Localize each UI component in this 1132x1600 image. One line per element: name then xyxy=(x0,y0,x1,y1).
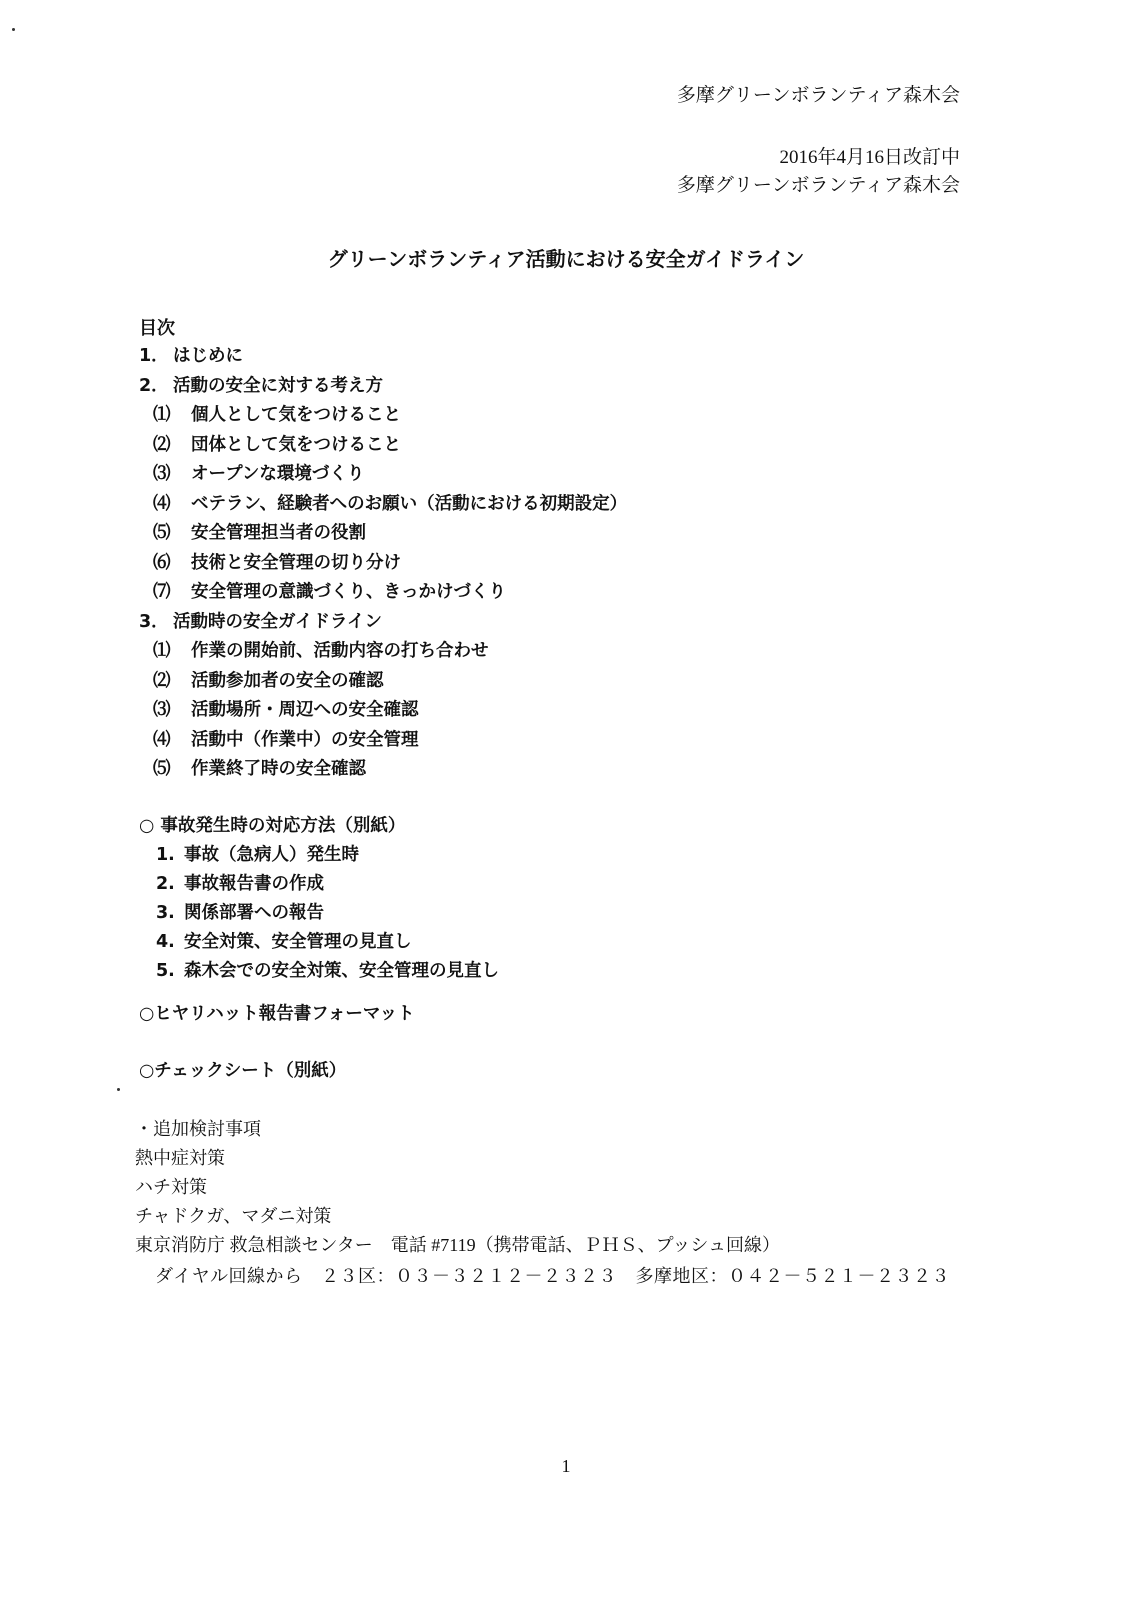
revision-date: 2016年4月16日改訂中 xyxy=(779,147,960,168)
toc-item-number: ⑹ xyxy=(153,552,171,573)
toc-item-number: ⑵ xyxy=(153,670,171,691)
accident-item xyxy=(156,899,499,928)
toc-item-text: 団体として気をつけること xyxy=(191,434,401,455)
accident-item-number: 3. xyxy=(156,903,175,923)
toc-item-text: 安全管理担当者の役割 xyxy=(191,523,366,543)
accident-item-number: 2. xyxy=(156,874,175,894)
accident-item-number: 4. xyxy=(156,932,175,952)
toc-item-number: ⑴ xyxy=(153,405,171,425)
accident-procedure-list xyxy=(156,841,499,986)
accident-item-text: 森木会での安全対策、安全管理の見直し xyxy=(184,961,499,981)
toc-item-text: 活動の安全に対する考え方 xyxy=(173,375,383,396)
scan-speck xyxy=(12,28,15,31)
toc-item-number: ⑴ xyxy=(153,641,171,661)
note-line: ハチ対策 xyxy=(135,1177,207,1197)
additional-notes xyxy=(135,1115,780,1260)
toc-item xyxy=(139,549,627,579)
toc-item xyxy=(139,342,627,372)
page-number: 1 xyxy=(561,1456,571,1476)
toc-item xyxy=(139,696,627,726)
accident-item-text: 事故（急病人）発生時 xyxy=(184,845,359,865)
check-sheet-heading: ○チェックシート（別紙） xyxy=(139,1061,347,1081)
note-line: 東京消防庁 救急相談センター 電話 #7119（携帯電話、ＰＨＳ、プッシュ回線） xyxy=(135,1235,780,1255)
toc-item-number: ⑸ xyxy=(153,759,171,779)
toc-item xyxy=(139,667,627,697)
near-miss-report-heading: ○ヒヤリハット報告書フォーマット xyxy=(139,1004,415,1024)
toc-item xyxy=(139,460,627,490)
table-of-contents xyxy=(139,342,627,785)
toc-item-text: 作業の開始前、活動内容の打ち合わせ xyxy=(191,641,489,661)
toc-item-text: 安全管理の意識づくり、きっかけづくり xyxy=(191,582,506,602)
toc-item xyxy=(139,726,627,756)
toc-item-text: 活動場所・周辺への安全確認 xyxy=(191,700,419,720)
toc-item xyxy=(139,608,627,638)
toc-item-number: 3． xyxy=(139,611,169,632)
toc-item-text: オープンな環境づくり xyxy=(191,464,365,484)
accident-item-number: 1. xyxy=(156,845,175,865)
note-line: 熱中症対策 xyxy=(135,1148,225,1168)
toc-item-text: 作業終了時の安全確認 xyxy=(191,759,366,779)
toc-item xyxy=(139,372,627,402)
dial-line-phone-numbers: ダイヤル回線から ２３区：０３－３２１２－２３２３ 多摩地区：０４２－５２１－２３２３ xyxy=(155,1266,950,1286)
accident-item-number: 5. xyxy=(156,961,175,981)
scan-speck xyxy=(117,1088,120,1091)
toc-item xyxy=(139,431,627,461)
toc-item xyxy=(139,490,627,520)
toc-item-text: 個人として気をつけること xyxy=(191,405,401,425)
accident-item xyxy=(156,870,499,899)
toc-item xyxy=(139,519,627,549)
toc-item-number: ⑶ xyxy=(153,700,171,720)
accident-item-text: 事故報告書の作成 xyxy=(184,874,324,894)
accident-item xyxy=(156,957,499,986)
header-organization-sub: 多摩グリーンボランティア森木会 xyxy=(676,175,960,196)
toc-item xyxy=(139,578,627,608)
toc-heading: 目次 xyxy=(139,318,175,339)
note-line: ・追加検討事項 xyxy=(135,1119,261,1139)
toc-item-number: 2． xyxy=(139,375,169,396)
accident-item-text: 関係部署への報告 xyxy=(184,903,324,923)
toc-item-number: ⑶ xyxy=(153,464,171,484)
toc-item-text: 活動参加者の安全の確認 xyxy=(191,670,384,691)
accident-item-text: 安全対策、安全管理の見直し xyxy=(184,932,412,952)
toc-item-number: ⑸ xyxy=(153,523,171,543)
toc-item-text: 技術と安全管理の切り分け xyxy=(191,552,401,573)
toc-item xyxy=(139,637,627,667)
toc-item-text: 活動中（作業中）の安全管理 xyxy=(191,729,419,750)
accident-item xyxy=(156,928,499,957)
toc-item-number: ⑷ xyxy=(153,729,171,750)
note-line: チャドクガ、マダニ対策 xyxy=(135,1206,332,1226)
toc-item-number: ⑷ xyxy=(153,493,171,514)
accident-item xyxy=(156,841,499,870)
toc-item-text: ベテラン、経験者へのお願い（活動における初期設定） xyxy=(191,493,628,514)
toc-item-number: ⑺ xyxy=(153,582,171,602)
accident-section-heading: ○ 事故発生時の対応方法（別紙） xyxy=(139,816,406,836)
toc-item xyxy=(139,401,627,431)
header-organization: 多摩グリーンボランティア森木会 xyxy=(676,85,960,106)
toc-item-text: はじめに xyxy=(173,346,243,366)
toc-item xyxy=(139,755,627,785)
toc-item-text: 活動時の安全ガイドライン xyxy=(173,611,382,632)
document-title: グリーンボランティア活動における安全ガイドライン xyxy=(327,247,805,271)
toc-item-number: 1． xyxy=(139,346,169,366)
toc-item-number: ⑵ xyxy=(153,434,171,455)
